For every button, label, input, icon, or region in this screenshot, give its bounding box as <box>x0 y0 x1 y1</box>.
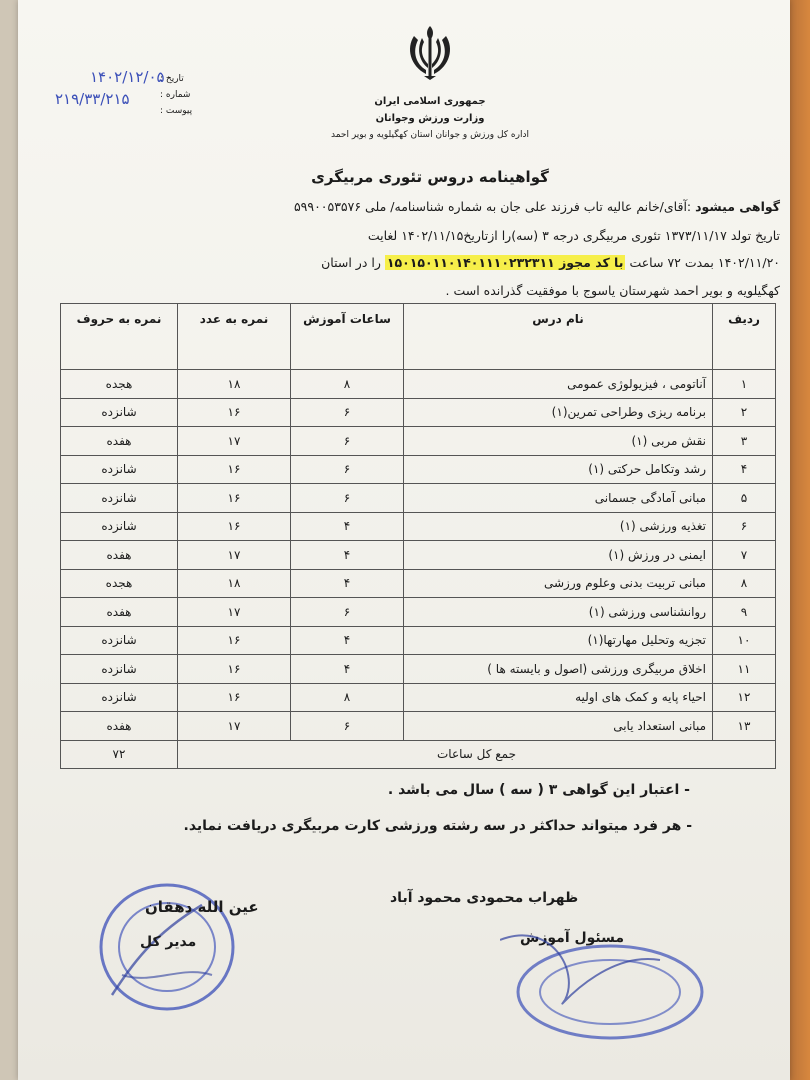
cell-hours: ۶ <box>291 598 404 627</box>
director-name: عین الله دهقان <box>145 898 259 916</box>
body-line-4: کهگیلویه و بویر احمد شهرستان یاسوج با موفقیت گذرانده است . <box>445 283 780 298</box>
table-row <box>61 541 776 570</box>
table-row <box>61 655 776 684</box>
cell-row: ۱ <box>713 370 776 399</box>
header-department: اداره کل ورزش و جوانان استان کهگیلویه و بویر احمد <box>330 130 529 140</box>
cell-score: ۱۶ <box>178 398 291 427</box>
cell-hours: ۴ <box>291 541 404 570</box>
cell-score-words: شانزده <box>61 455 178 484</box>
header-course-name: نام درس <box>404 304 713 370</box>
cell-score: ۱۷ <box>178 712 291 741</box>
cell-score-words: شانزده <box>61 512 178 541</box>
table-row <box>61 455 776 484</box>
cell-row: ۳ <box>713 427 776 456</box>
header-row-number: ردیف <box>713 304 776 370</box>
cell-course: ایمنی در ورزش (۱) <box>404 541 713 570</box>
cell-course: احیاء پایه و کمک های اولیه <box>404 683 713 712</box>
cell-row: ۶ <box>713 512 776 541</box>
table-row <box>61 484 776 513</box>
cell-row: ۷ <box>713 541 776 570</box>
cell-course: تجزیه وتحلیل مهارتها(۱) <box>404 626 713 655</box>
header-ministry: وزارت ورزش وجوانان <box>375 113 485 124</box>
validity-note: - اعتبار این گواهی ۳ ( سه ) سال می باشد . <box>387 782 690 798</box>
cell-hours: ۶ <box>291 427 404 456</box>
cell-hours: ۶ <box>291 484 404 513</box>
cell-score-words: هجده <box>61 569 178 598</box>
cell-row: ۱۳ <box>713 712 776 741</box>
license-code-highlight: با کد مجوز ۱۵۰۱۵۰۱۱۰۱۴۰۱۱۱۰۲۳۲۳۱۱ <box>386 255 624 270</box>
total-hours-label: جمع کل ساعات <box>178 740 776 769</box>
table-row <box>61 712 776 741</box>
iran-emblem-icon <box>402 22 458 82</box>
education-officer-title: مسئول آموزش <box>520 930 625 946</box>
header-country: جمهوری اسلامی ایران <box>374 96 486 107</box>
cell-score-words: شانزده <box>61 398 178 427</box>
cell-score: ۱۶ <box>178 484 291 513</box>
cell-hours: ۶ <box>291 398 404 427</box>
cell-score-words: هفده <box>61 598 178 627</box>
cell-course: نقش مربی (۱) <box>404 427 713 456</box>
courses-table <box>60 303 776 769</box>
table-row <box>61 683 776 712</box>
table-row <box>61 598 776 627</box>
cell-row: ۴ <box>713 455 776 484</box>
cell-score: ۱۷ <box>178 427 291 456</box>
cell-course: مبانی آمادگی جسمانی <box>404 484 713 513</box>
cell-row: ۲ <box>713 398 776 427</box>
director-title: مدیر کل <box>140 934 197 950</box>
background-right <box>788 0 810 1080</box>
body-line-3-pre: ۱۴۰۲/۱۱/۲۰ بمدت ۷۲ ساعت <box>629 255 780 270</box>
table-row <box>61 512 776 541</box>
table-row <box>61 626 776 655</box>
body-line-3-post: را در استان <box>321 255 381 270</box>
table-row <box>61 427 776 456</box>
cell-score: ۱۸ <box>178 569 291 598</box>
body-certify: گواهی میشود <box>695 199 780 214</box>
table-total-row <box>61 740 776 769</box>
cell-score-words: شانزده <box>61 484 178 513</box>
cell-hours: ۴ <box>291 655 404 684</box>
document-title: گواهینامه دروس تئوری مربیگری <box>311 168 549 186</box>
cell-hours: ۴ <box>291 569 404 598</box>
cell-score: ۱۷ <box>178 541 291 570</box>
cell-hours: ۴ <box>291 512 404 541</box>
cell-hours: ۶ <box>291 455 404 484</box>
body-line-1 <box>92 199 780 214</box>
cell-row: ۵ <box>713 484 776 513</box>
body-line-2: تاریخ تولد ۱۳۷۳/۱۱/۱۷ تئوری مربیگری درجه ۳ (سه)را ازتاریخ۱۴۰۲/۱۱/۱۵ لغایت <box>367 228 780 243</box>
cell-score-words: شانزده <box>61 683 178 712</box>
cell-course: برنامه ریزی وطراحی تمرین(۱) <box>404 398 713 427</box>
total-hours-value: ۷۲ <box>61 740 178 769</box>
header-hours: ساعات آموزش <box>291 304 404 370</box>
cell-course: اخلاق مربیگری ورزشی (اصول و بایسته ها ) <box>404 655 713 684</box>
date-label: تاریخ : <box>160 74 184 84</box>
table-row <box>61 569 776 598</box>
body-line-3 <box>92 255 780 270</box>
cell-score: ۱۶ <box>178 683 291 712</box>
cell-row: ۸ <box>713 569 776 598</box>
table-header-row <box>61 304 776 370</box>
body-line-1-text: :آقای/خانم عالیه تاب فرزند علی جان به شماره شناسنامه/ ملی ۵۹۹۰۰۵۳۵۷۶ <box>293 199 692 214</box>
cell-course: تغذیه ورزشی (۱) <box>404 512 713 541</box>
cell-row: ۹ <box>713 598 776 627</box>
cell-score: ۱۶ <box>178 655 291 684</box>
cell-score-words: شانزده <box>61 626 178 655</box>
cell-score-words: هجده <box>61 370 178 399</box>
cell-course: روانشناسی ورزشی (۱) <box>404 598 713 627</box>
attachment-label: پیوست : <box>160 106 193 116</box>
table-row <box>61 398 776 427</box>
cell-hours: ۸ <box>291 683 404 712</box>
cell-score: ۱۸ <box>178 370 291 399</box>
limit-note: - هر فرد میتواند حداکثر در سه رشته ورزشی کارت مربیگری دریافت نماید. <box>183 818 692 834</box>
table-row <box>61 370 776 399</box>
cell-score: ۱۷ <box>178 598 291 627</box>
cell-hours: ۸ <box>291 370 404 399</box>
cell-course: مبانی تربیت بدنی وعلوم ورزشی <box>404 569 713 598</box>
official-stamp-right <box>500 930 710 1045</box>
cell-score: ۱۶ <box>178 626 291 655</box>
handwritten-date: ۱۴۰۲/۱۲/۰۵ <box>90 68 165 86</box>
cell-score: ۱۶ <box>178 455 291 484</box>
cell-hours: ۶ <box>291 712 404 741</box>
cell-score-words: هفده <box>61 427 178 456</box>
cell-hours: ۴ <box>291 626 404 655</box>
background-left <box>0 0 18 1080</box>
education-officer-name: ظهراب محمودی محمود آباد <box>390 890 579 906</box>
cell-row: ۱۲ <box>713 683 776 712</box>
header-score-words: نمره به حروف <box>61 304 178 370</box>
cell-score: ۱۶ <box>178 512 291 541</box>
cell-score-words: هفده <box>61 712 178 741</box>
cell-score-words: هفده <box>61 541 178 570</box>
cell-course: مبانی استعداد یابی <box>404 712 713 741</box>
cell-course: رشد وتکامل حرکتی (۱) <box>404 455 713 484</box>
cell-row: ۱۰ <box>713 626 776 655</box>
number-label: شماره : <box>160 90 191 100</box>
cell-course: آناتومی ، فیزیولوژی عمومی <box>404 370 713 399</box>
cell-score-words: شانزده <box>61 655 178 684</box>
header-score-number: نمره به عدد <box>178 304 291 370</box>
handwritten-number: ۲۱۹/۳۳/۲۱۵ <box>55 90 130 108</box>
cell-row: ۱۱ <box>713 655 776 684</box>
